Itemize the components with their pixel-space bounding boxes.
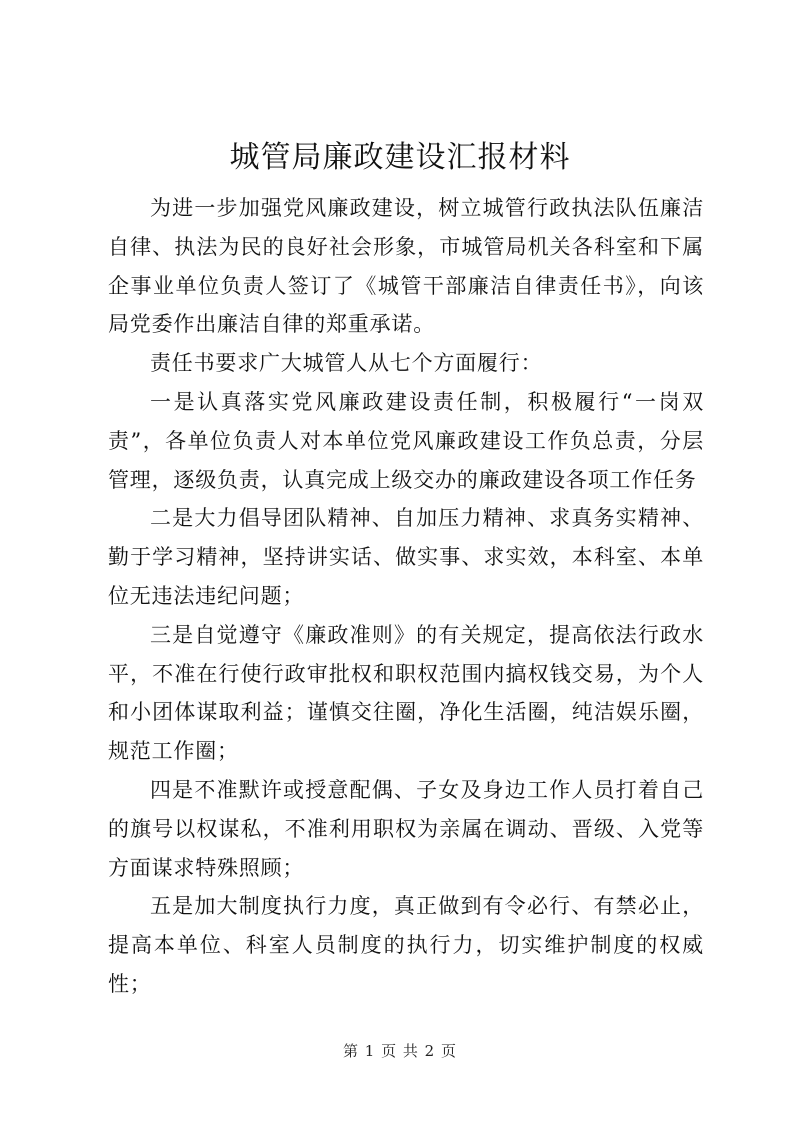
paragraph-requirements-lead: 责任书要求广大城管人从七个方面履行： (150, 351, 543, 376)
paragraph-intro: 为进一步加强党风廉政建设，树立城管行政执法队伍廉洁自律、执法为民的良好社会形象，市城管局机关各科室和下属企事业单位负责人签订了《城管干部廉洁自律责任书》，向该局党委作出廉洁自律的郑重承诺。 (108, 196, 704, 337)
paragraph-item-2: 二是大力倡导团队精神、自加压力精神、求真务实精神、勤于学习精神，坚持讲实话、做实事、求实效，本科室、本单位无违法违纪问题； (108, 506, 704, 608)
paragraph-item-1: 一是认真落实党风廉政建设责任制，积极履行“一岗双责”，各单位负责人对本单位党风廉政建设工作负总责，分层管理，逐级负责，认真完成上级交办的廉政建设各项工作任务 (108, 389, 704, 492)
paragraph-item-3: 三是自觉遵守《廉政准则》的有关规定，提高依法行政水平，不准在行使行政审批权和职权范围内搞权钱交易，为个人和小团体谋取利益；谨慎交往圈，净化生活圈，纯洁娱乐圈，规范工作圈； (108, 622, 704, 764)
page-number-footer: 第 1 页 共 2 页 (343, 1042, 457, 1060)
paragraph-item-5: 五是加大制度执行力度，真正做到有令必行、有禁必止，提高本单位、科室人员制度的执行力，切实维护制度的权威性； (108, 894, 704, 996)
page-title: 城管局廉政建设汇报材料 (229, 140, 571, 175)
document-body (108, 189, 704, 1004)
paragraph-item-4: 四是不准默许或授意配偶、子女及身边工作人员打着自己的旗号以权谋私，不准利用职权为亲属在调动、晋级、入党等方面谋求特殊照顾； (108, 777, 704, 880)
